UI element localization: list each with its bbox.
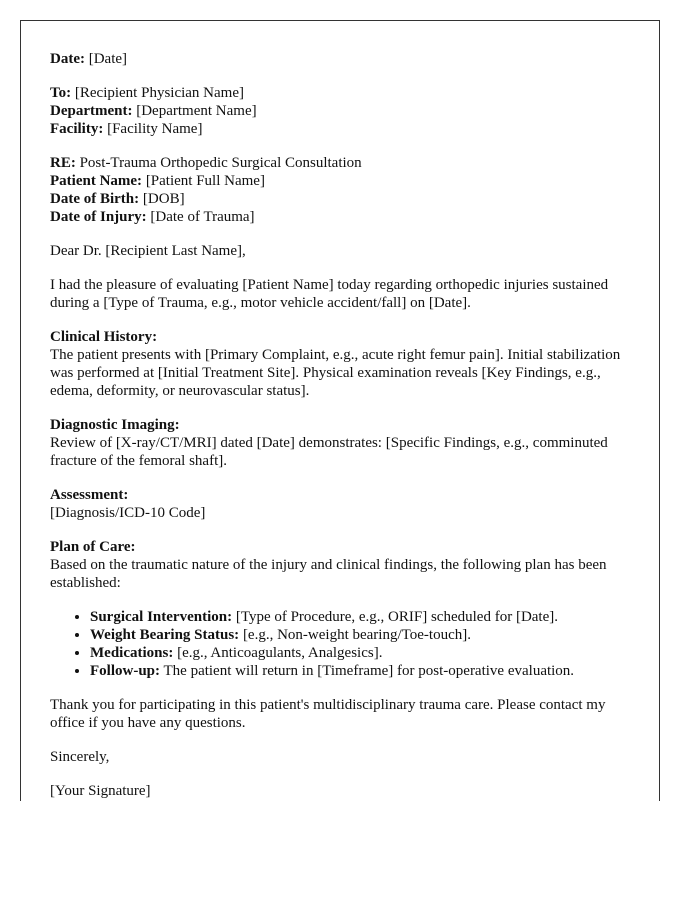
diagnostic-imaging-body: Review of [X-ray/CT/MRI] dated [Date] demonstrates: [Specific Findings, e.g., comminuted fracture of the femoral shaft]. bbox=[50, 435, 608, 469]
re-value: Post-Trauma Orthopedic Surgical Consultation bbox=[79, 155, 362, 171]
plan-item-text: [Type of Procedure, e.g., ORIF] scheduled for [Date]. bbox=[232, 609, 558, 625]
plan-item-text: [e.g., Anticoagulants, Analgesics]. bbox=[173, 645, 383, 661]
salutation: Dear Dr. [Recipient Last Name], bbox=[50, 243, 246, 259]
plan-item-medications bbox=[90, 644, 640, 662]
to-line bbox=[50, 84, 640, 102]
dob-label: Date of Birth: bbox=[50, 191, 140, 207]
dob-line bbox=[50, 190, 640, 208]
plan-item-text: [e.g., Non-weight bearing/Toe-touch]. bbox=[239, 627, 471, 643]
facility-label: Facility: bbox=[50, 121, 104, 137]
assessment-body: [Diagnosis/ICD-10 Code] bbox=[50, 505, 206, 521]
closing: Sincerely, bbox=[50, 749, 110, 765]
clinical-history-section bbox=[50, 328, 640, 400]
signature: [Your Signature] bbox=[50, 783, 151, 799]
date-line bbox=[50, 50, 640, 68]
plan-of-care-heading: Plan of Care: bbox=[50, 539, 136, 555]
intro-paragraph: I had the pleasure of evaluating [Patient Name] today regarding orthopedic injuries sustained during a [Type of Trauma, e.g., motor vehicle accident/fall] on [Date]. bbox=[50, 277, 609, 311]
department-line bbox=[50, 102, 640, 120]
re-line bbox=[50, 154, 640, 172]
plan-item-label: Medications: bbox=[90, 645, 174, 661]
assessment-heading: Assessment: bbox=[50, 487, 129, 503]
patient-name-line bbox=[50, 172, 640, 190]
plan-item-label: Weight Bearing Status: bbox=[90, 627, 240, 643]
re-label: RE: bbox=[50, 155, 76, 171]
plan-item-surgical bbox=[90, 608, 640, 626]
letter-page bbox=[20, 20, 660, 801]
date-label: Date: bbox=[50, 51, 85, 67]
plan-item-text: The patient will return in [Timeframe] for post-operative evaluation. bbox=[160, 663, 575, 679]
facility-line bbox=[50, 120, 640, 138]
clinical-history-body: The patient presents with [Primary Complaint, e.g., acute right femur pain]. Initial stabilization was performed at [Initial Treatment Site]. Physical examination reveals [Key Findings, e.g., edema, deformity, or neurovascular status]. bbox=[50, 347, 621, 399]
injury-date-line bbox=[50, 208, 640, 226]
to-value: [Recipient Physician Name] bbox=[74, 85, 244, 101]
injury-date-label: Date of Injury: bbox=[50, 209, 147, 225]
plan-item-weight-bearing bbox=[90, 626, 640, 644]
plan-item-label: Follow-up: bbox=[90, 663, 161, 679]
diagnostic-imaging-heading: Diagnostic Imaging: bbox=[50, 417, 180, 433]
assessment-section bbox=[50, 486, 640, 522]
plan-list bbox=[50, 608, 640, 680]
plan-of-care-body: Based on the traumatic nature of the injury and clinical findings, the following plan has been established: bbox=[50, 557, 607, 591]
closing-paragraph: Thank you for participating in this patient's multidisciplinary trauma care. Please contact my office if you have any questions. bbox=[50, 697, 606, 731]
reference-block bbox=[50, 154, 640, 226]
department-value: [Department Name] bbox=[136, 103, 257, 119]
letter-content bbox=[50, 50, 640, 816]
facility-value: [Facility Name] bbox=[107, 121, 203, 137]
patient-name-value: [Patient Full Name] bbox=[145, 173, 265, 189]
department-label: Department: bbox=[50, 103, 133, 119]
dob-value: [DOB] bbox=[142, 191, 185, 207]
to-label: To: bbox=[50, 85, 72, 101]
recipient-block bbox=[50, 84, 640, 138]
plan-of-care-section bbox=[50, 538, 640, 592]
patient-name-label: Patient Name: bbox=[50, 173, 143, 189]
plan-item-follow-up bbox=[90, 662, 640, 680]
diagnostic-imaging-section bbox=[50, 416, 640, 470]
clinical-history-heading: Clinical History: bbox=[50, 329, 158, 345]
injury-date-value: [Date of Trauma] bbox=[150, 209, 255, 225]
plan-item-label: Surgical Intervention: bbox=[90, 609, 233, 625]
date-value: [Date] bbox=[88, 51, 128, 67]
